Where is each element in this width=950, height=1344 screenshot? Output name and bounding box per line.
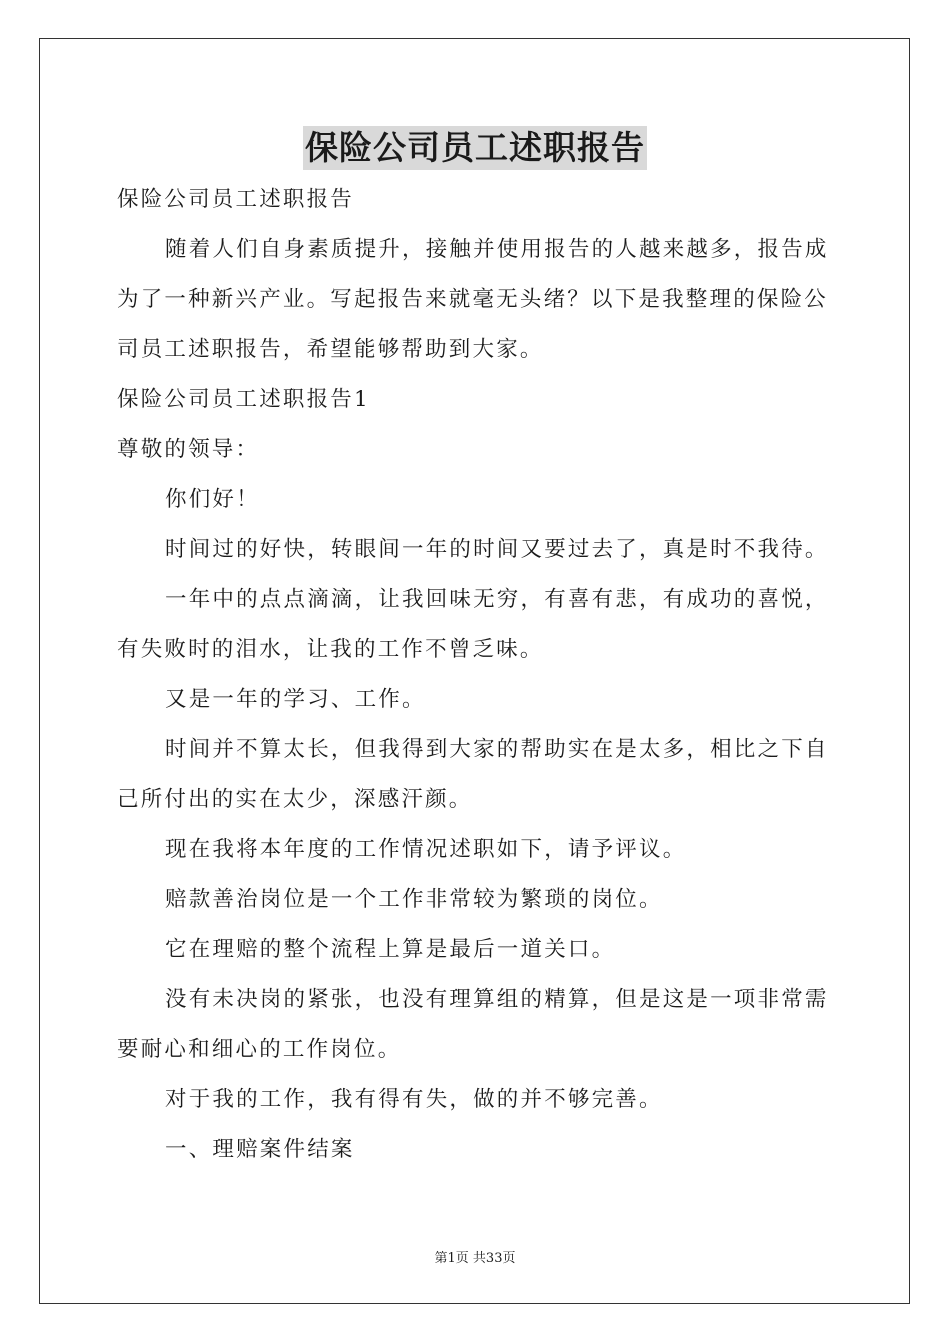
text-line: 你们好！ bbox=[165, 487, 260, 512]
text-line: 又是一年的学习、工作。 bbox=[165, 687, 426, 712]
text-line: 现在我将本年度的工作情况述职如下，请予评议。 bbox=[165, 837, 687, 862]
text-line: 随着人们自身素质提升，接触并使用报告的人越来越多，报告成 bbox=[165, 237, 829, 262]
page-footer: 第1页 共33页 bbox=[434, 1251, 516, 1266]
text-line: 为了一种新兴产业。写起报告来就毫无头绪？以下是我整理的保险公 bbox=[117, 287, 829, 312]
text-line: 一、理赔案件结案 bbox=[165, 1137, 355, 1162]
text-line: 要耐心和细心的工作岗位。 bbox=[117, 1037, 402, 1062]
title-container bbox=[0, 126, 950, 170]
text-line: 保险公司员工述职报告 bbox=[117, 187, 355, 212]
text-line: 己所付出的实在太少，深感汗颜。 bbox=[117, 787, 473, 812]
text-line: 时间并不算太长，但我得到大家的帮助实在是太多，相比之下自 bbox=[165, 737, 829, 762]
text-line: 保险公司员工述职报告1 bbox=[117, 387, 370, 412]
text-line: 对于我的工作，我有得有失，做的并不够完善。 bbox=[165, 1087, 663, 1112]
text-line: 一年中的点点滴滴，让我回味无穷，有喜有悲，有成功的喜悦， bbox=[165, 587, 829, 612]
text-line: 没有未决岗的紧张，也没有理算组的精算，但是这是一项非常需 bbox=[165, 987, 829, 1012]
text-line: 赔款善治岗位是一个工作非常较为繁琐的岗位。 bbox=[165, 887, 663, 912]
text-line: 尊敬的领导： bbox=[117, 437, 260, 462]
text-line: 有失败时的泪水，让我的工作不曾乏味。 bbox=[117, 637, 544, 662]
text-line: 时间过的好快，转眼间一年的时间又要过去了，真是时不我待。 bbox=[165, 537, 829, 562]
text-line: 司员工述职报告，希望能够帮助到大家。 bbox=[117, 337, 544, 362]
document-title: 保险公司员工述职报告 bbox=[303, 126, 647, 170]
text-line: 它在理赔的整个流程上算是最后一道关口。 bbox=[165, 937, 616, 962]
